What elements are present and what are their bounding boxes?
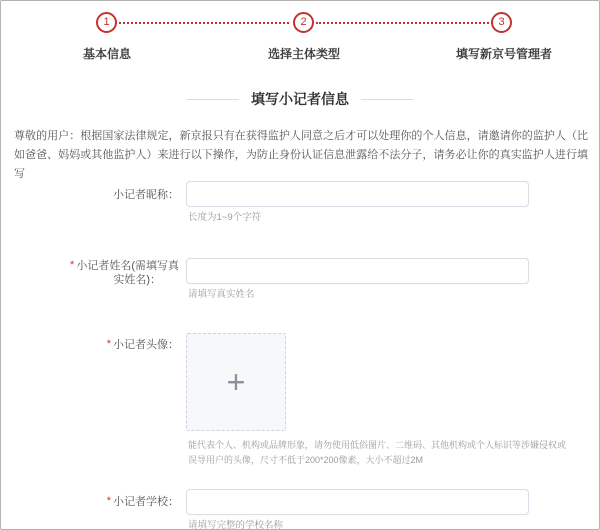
school-input[interactable] bbox=[186, 489, 529, 515]
title-divider-right bbox=[361, 99, 413, 100]
real-name-label-line2: 实姓名)： bbox=[113, 274, 161, 286]
real-name-label-line1: 小记者姓名(需填写真 bbox=[76, 260, 179, 272]
section-title bbox=[1, 89, 599, 109]
nickname-label: 小记者昵称： bbox=[113, 189, 179, 201]
school-label bbox=[61, 495, 179, 509]
section-title-text: 填写小记者信息 bbox=[251, 91, 349, 107]
plus-icon: + bbox=[226, 364, 246, 400]
avatar-label-text: 小记者头像： bbox=[113, 339, 179, 351]
school-hint: 请填写完整的学校名称 bbox=[188, 520, 284, 530]
real-name-label bbox=[61, 259, 179, 287]
required-asterisk: * bbox=[106, 338, 111, 350]
required-asterisk: * bbox=[70, 259, 75, 271]
step-1-label: 基本信息 bbox=[82, 47, 131, 61]
guardian-notice: 尊敬的用户：根据国家法律规定，新京报只有在获得监护人同意之后才可以处理你的个人信息，请邀请你的监护人（比如爸爸、妈妈或其他监护人）来进行以下操作，为防止身份认证信息泄露给不法分子，请务必让你的真实监护人进行填写 bbox=[14, 130, 588, 180]
avatar-hint: 能代表个人、机构或品牌形象，请勿使用低俗图片、二维码、其他机构或个人标识等涉嫌侵权或误导用户的头像，尺寸不低于200*200像素，大小不超过2M bbox=[188, 440, 567, 465]
school-label-text: 小记者学校： bbox=[113, 496, 179, 508]
real-name-hint: 请填写真实姓名 bbox=[188, 289, 255, 300]
title-divider-left bbox=[187, 99, 239, 100]
stepper-connector-2 bbox=[316, 22, 489, 24]
step-3-label: 填写新京号管理者 bbox=[455, 47, 552, 61]
nickname-hint: 长度为1~9个字符 bbox=[188, 212, 262, 223]
avatar-label bbox=[61, 338, 179, 352]
stepper-connector-1 bbox=[119, 22, 289, 24]
nickname-input[interactable] bbox=[186, 181, 529, 207]
step-1-indicator: 1 bbox=[96, 12, 117, 33]
required-asterisk: * bbox=[106, 495, 111, 507]
real-name-input[interactable] bbox=[186, 258, 529, 284]
avatar-upload-box[interactable] bbox=[186, 333, 286, 431]
step-2-label: 选择主体类型 bbox=[267, 47, 340, 61]
step-3-indicator: 3 bbox=[491, 12, 512, 33]
step-2-indicator: 2 bbox=[293, 12, 314, 33]
